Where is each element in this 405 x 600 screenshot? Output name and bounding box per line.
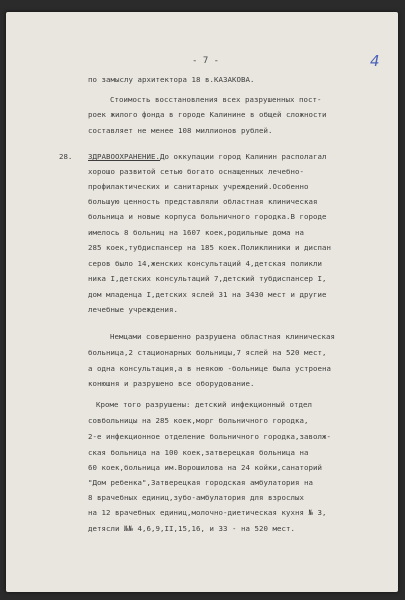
text-line: Стоимость восстановления всех разрушенных пост- [110,95,322,104]
text-line: больница и новые корпуса больничного городка.В городе [88,212,327,221]
text-line: на 12 врачебных единиц,молочно-диетическая кухня № 3, [88,508,327,517]
text-line: имелось 8 больниц на 1607 коек,родильные дома на [88,228,304,237]
text-line: хорошо развитой сетью богато оснащенных лечебно- [88,167,304,176]
text-line: 8 врачебных единиц,зубо-амбулатория для взрослых [88,493,304,502]
document-page [6,12,398,592]
text-line: 285 коек,тубдиспансер на 185 коек.Поликлиники и диспан [88,243,331,252]
text-line: больница,2 стационарных больницы,7 яслей на 520 мест, [88,348,327,357]
text-line: 2-е инфекционное отделение больничного городка,заволж- [88,432,331,441]
text-line: детясли №№ 4,6,9,II,15,16, и 33 - на 520 мест. [88,524,295,533]
text-line: лечебные учреждения. [88,305,178,314]
text-line: большую ценность представляли областная клиническая [88,197,318,206]
text-line: роек жилого фонда в городе Калинине в общей сложности [88,110,327,119]
text-line: Немцами совершенно разрушена областная клиническая [110,332,335,341]
text-line: профилактических и санитарных учреждений.Особенно [88,182,309,191]
text-line: серов было 14,женских консультаций 4,детская поликли [88,259,322,268]
text-line: по замыслу архитектора 18 в.КАЗАКОВА. [88,75,255,84]
text-line: До оккупации город Калинин располагал [160,152,327,161]
section-heading-line [88,152,326,162]
text-line: совбольницы на 285 коек,морг больничного городка, [88,416,309,425]
section-title: ЗДРАВООХРАНЕНИЕ. [88,152,160,161]
text-line: составляет не менее 108 миллионов рублей. [88,126,273,135]
section-number: 28. [59,152,73,161]
text-line: ника I,детских консультаций 7,детский тубдиспансер I, [88,274,327,283]
handwritten-page-mark: 4 [370,52,380,70]
text-line: Кроме того разрушены: детский инфекционный отдел [96,400,312,409]
text-line: а одна консультация,а в неякою -больнице была устроена [88,364,331,373]
text-line: ская больница на 100 коек,затверецкая больница на [88,448,309,457]
page-number: - 7 - [192,56,220,66]
text-line: дом младенца I,детских яслей 31 на 3430 мест и другие [88,290,327,299]
text-line: конюшня и разрушено все оборудование. [88,379,255,388]
text-line: 60 коек,больница им.Ворошилова на 24 койки,санаторий [88,463,322,472]
text-line: "Дом ребенка",Затверецкая городская амбулатория на [88,478,313,487]
